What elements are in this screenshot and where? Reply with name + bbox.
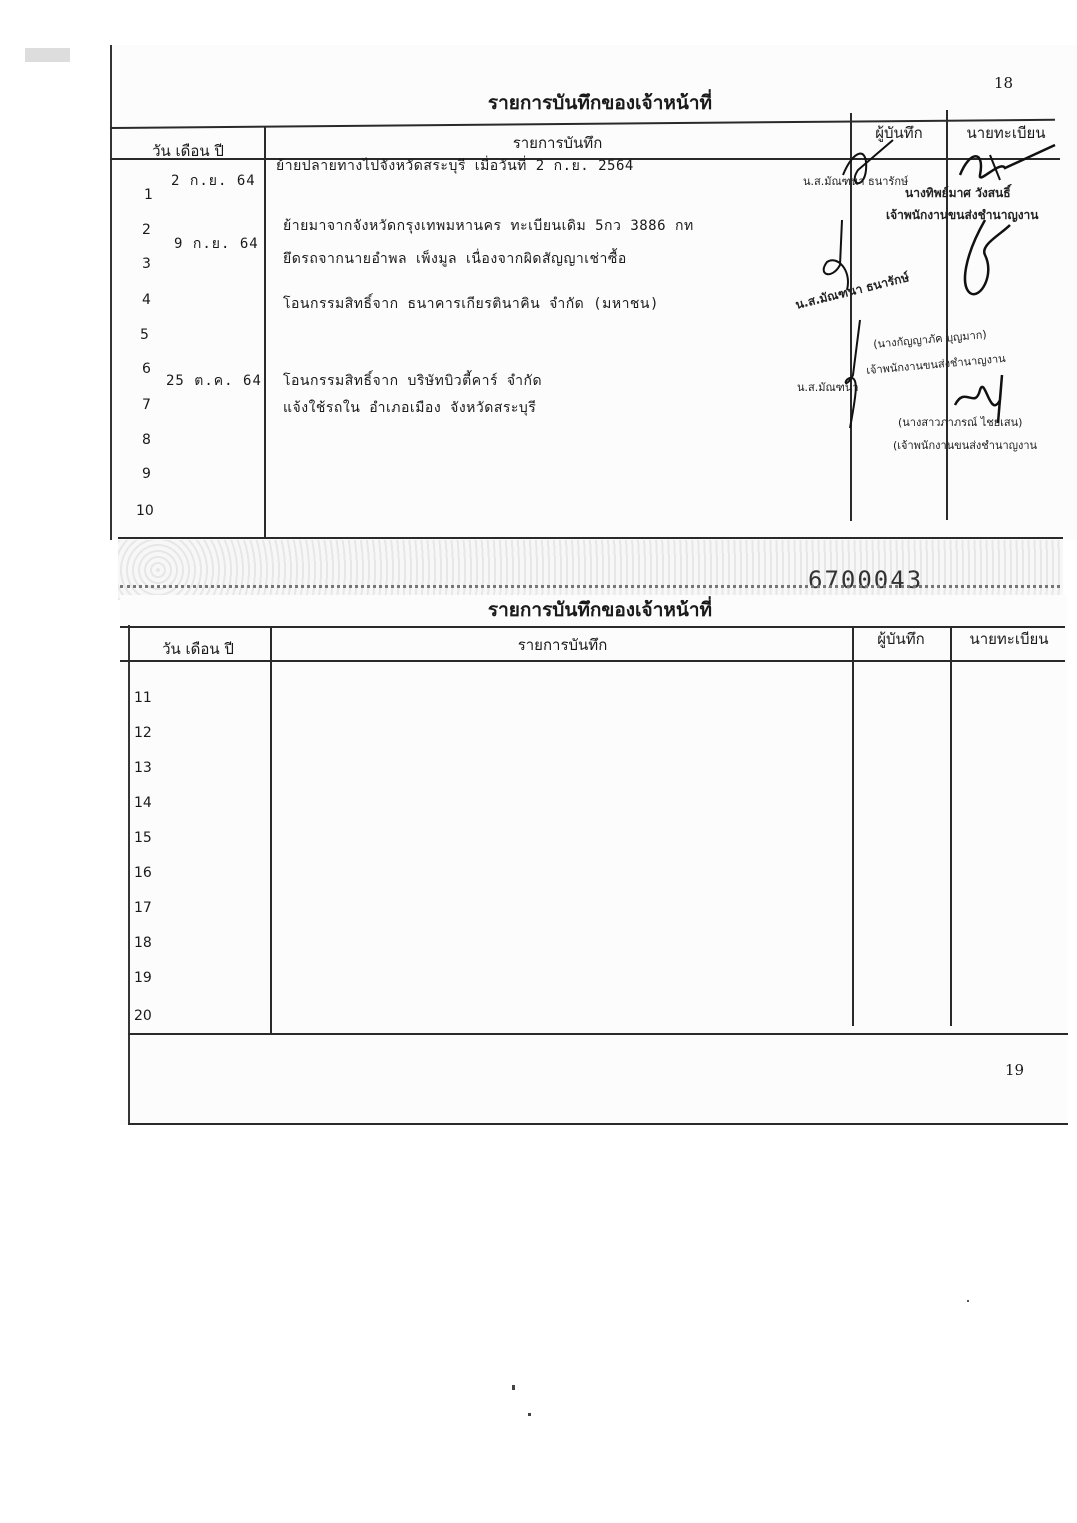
entry-date: 25 ต.ค. 64	[166, 373, 262, 389]
scan-speck	[25, 48, 70, 62]
entry-date: 2 ก.ย. 64	[171, 173, 256, 189]
signature-recorder-3	[835, 320, 875, 430]
row-number: 5	[140, 327, 149, 343]
signature-recorder-2	[812, 220, 872, 295]
header-registrar: นายทะเบียน	[969, 630, 1049, 648]
registrar-stamp-name: (นางสาวภาภรณ์ ไชยเสน)	[898, 416, 1023, 429]
header-registrar: นายทะเบียน	[966, 124, 1046, 142]
row-number: 9	[142, 466, 151, 482]
row-number: 8	[142, 432, 151, 448]
scan-speck	[512, 1385, 515, 1390]
registrar-stamp-title: (เจ้าพนักงานขนส่งชำนาญงาน	[893, 439, 1038, 452]
row-number: 13	[134, 760, 152, 776]
page-title-bottom: รายการบันทึกของเจ้าหน้าที่	[487, 599, 713, 621]
record-page-bottom	[120, 595, 1067, 1125]
row-number: 19	[134, 970, 152, 986]
row-number: 14	[134, 795, 152, 811]
registrar-stamp-title: เจ้าพนักงานขนส่งชำนาญงาน	[865, 351, 1007, 378]
recorder-stamp: น.ส.มัณฑนา	[797, 381, 859, 394]
col-divider-date	[264, 127, 266, 537]
entry-text: ย้ายมาจากจังหวัดกรุงเทพมหานคร ทะเบียนเดิม 5กว 3886 กท	[283, 218, 694, 234]
entry-text: โอนกรรมสิทธิ์จาก ธนาคารเกียรตินาคิน จำกัด (มหาชน)	[283, 296, 659, 312]
row-number: 15	[134, 830, 152, 846]
recorder-stamp: น.ส.มัณฑนา ธนารักษ์	[803, 175, 909, 188]
row-number: 12	[134, 725, 152, 741]
table-bottom-border	[128, 1033, 1068, 1035]
signature-recorder-1	[838, 140, 898, 200]
row-number: 16	[134, 865, 152, 881]
recorder-stamp: น.ส.มัณฑนา ธนารักษ์	[793, 270, 911, 312]
row-number: 6	[142, 361, 151, 377]
signature-registrar-1	[950, 140, 1060, 200]
registrar-stamp-name: นางทิพย์มาศ วังสนธิ์	[905, 186, 1011, 200]
perforation-line	[120, 585, 1060, 588]
row-number: 11	[134, 690, 152, 706]
page-top-left-border	[110, 45, 112, 540]
row-number: 4	[142, 292, 151, 308]
col-divider-recorder	[946, 110, 948, 520]
row-number: 2	[142, 222, 151, 238]
page-title-top: รายการบันทึกของเจ้าหน้าที่	[487, 92, 713, 114]
header-recorder: ผู้บันทึก	[877, 630, 925, 648]
signature-registrar-3	[950, 365, 1010, 425]
page-number-bottom: 19	[1005, 1061, 1025, 1079]
row-number: 3	[142, 256, 151, 272]
scan-speck	[528, 1413, 531, 1416]
row-number: 20	[134, 1008, 152, 1024]
page-bottom-border	[128, 1123, 1068, 1125]
header-recorder: ผู้บันทึก	[875, 124, 923, 142]
entry-text: ยึดรถจากนายอำพล เพ็งมูล เนื่องจากผิดสัญญาเช่าซื้อ	[283, 251, 627, 267]
row-number: 18	[134, 935, 152, 951]
entry-text: ย้ายปลายทางไปจังหวัดสระบุรี เมื่อวันที่ 2 ก.ย. 2564	[276, 158, 634, 174]
entry-date: 9 ก.ย. 64	[174, 236, 259, 252]
serial-number-fragment: 6700043	[808, 566, 924, 594]
page-bottom-left-border	[128, 625, 130, 1125]
col-divider-entry	[852, 626, 854, 1026]
row-number: 1	[144, 187, 153, 203]
entry-text: โอนกรรมสิทธิ์จาก บริษัทบิวตี้คาร์ จำกัด	[283, 373, 543, 389]
table-bottom-border	[118, 537, 1063, 539]
row-number: 10	[136, 503, 154, 519]
header-entry: รายการบันทึก	[517, 636, 608, 654]
col-divider-date	[270, 626, 272, 1033]
registrar-stamp-name: (นางกัญญาภัค บุญมาก)	[872, 328, 988, 351]
header-date: วัน เดือน ปี	[152, 142, 224, 160]
header-date: วัน เดือน ปี	[162, 640, 234, 658]
row-number: 7	[142, 397, 151, 413]
header-entry: รายการบันทึก	[512, 134, 603, 152]
row-number: 17	[134, 900, 152, 916]
signature-registrar-2	[955, 215, 1015, 300]
registrar-stamp-title: เจ้าพนักงานขนส่งชำนาญงาน	[886, 208, 1039, 222]
col-divider-recorder	[950, 626, 952, 1026]
entry-text: แจ้งใช้รถใน อำเภอเมือง จังหวัดสระบุรี	[283, 400, 537, 416]
page-number-top: 18	[994, 74, 1014, 92]
scan-speck	[967, 1300, 969, 1302]
